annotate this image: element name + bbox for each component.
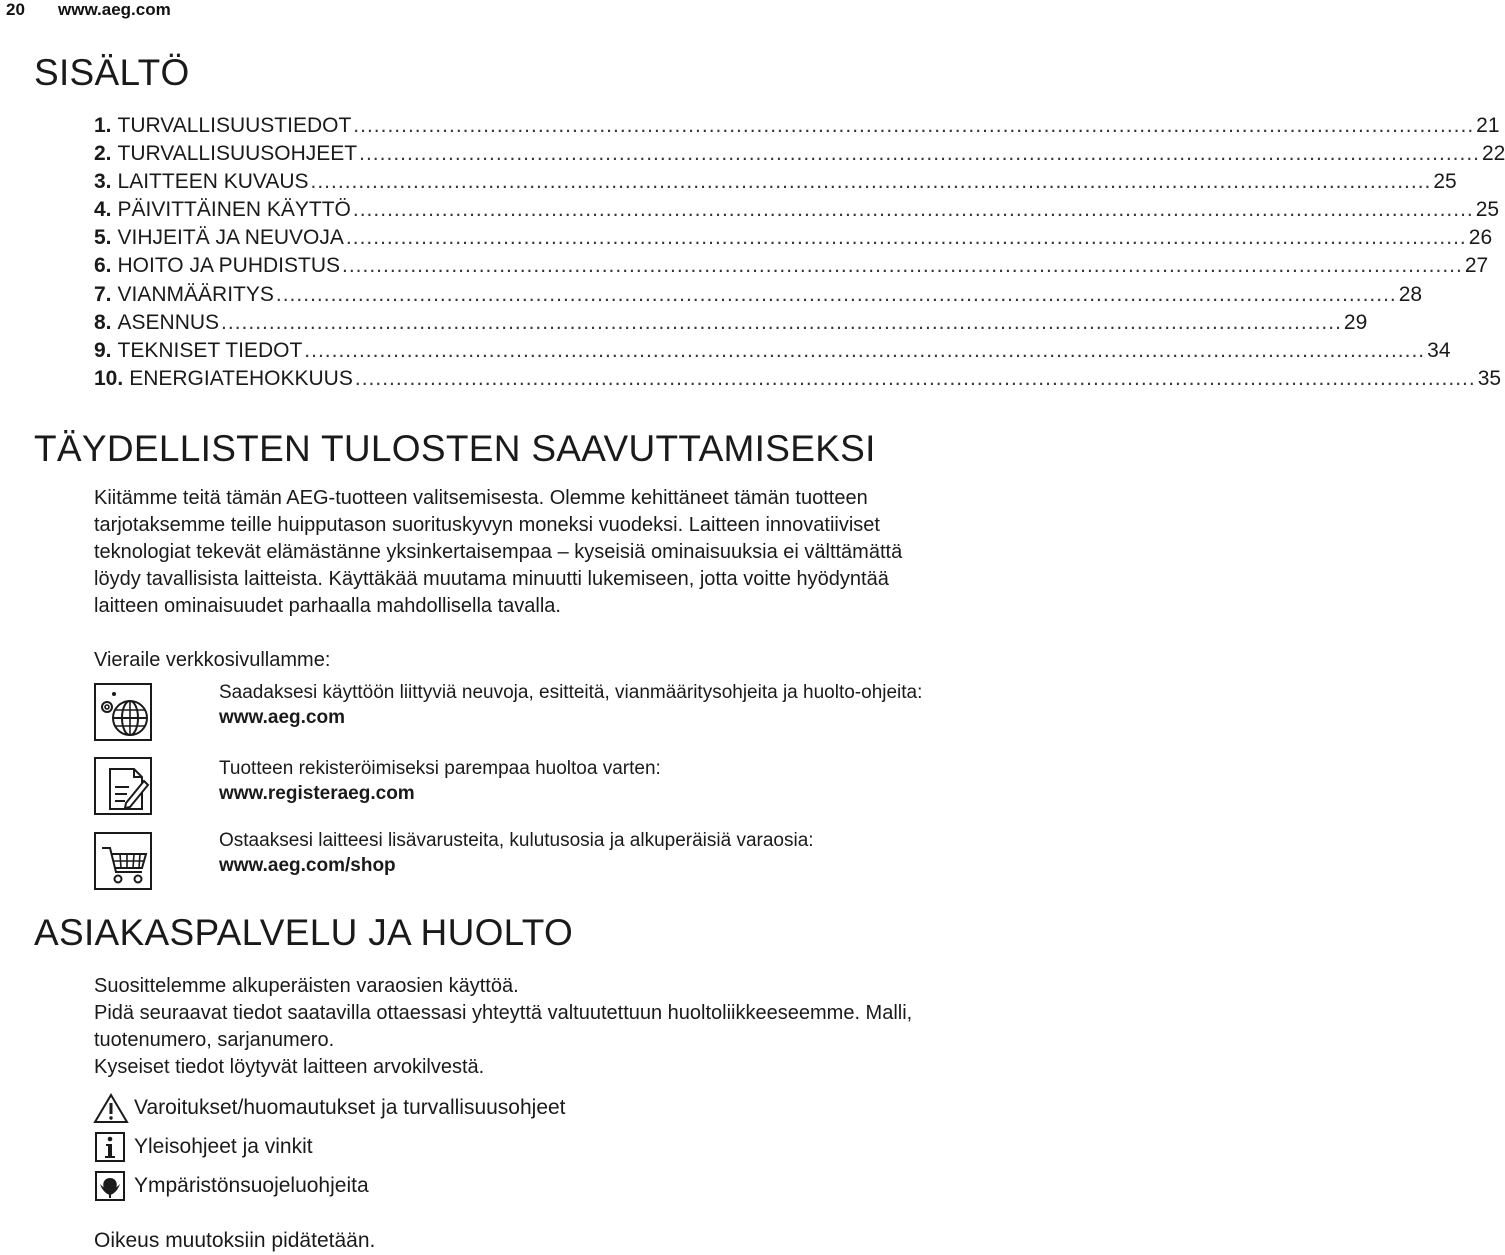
symbol-legend [94, 1088, 566, 1205]
toc-page: 27 [1464, 254, 1489, 278]
web-link-register-url[interactable]: www.registeraeg.com [219, 783, 415, 804]
toc-leader: .................................................................................................................................................................... [221, 310, 1342, 334]
legend-item [94, 1127, 566, 1166]
toc-leader: .................................................................................................................................................................... [342, 254, 1463, 278]
toc-leader: .................................................................................................................................................................... [304, 338, 1426, 362]
service-title: ASIAKASPALVELU JA HUOLTO [34, 912, 574, 953]
legend-item [94, 1088, 566, 1127]
toc-row[interactable] [94, 365, 1502, 393]
toc-row[interactable] [94, 281, 1423, 309]
service-line: Suosittelemme alkuperäisten varaosien käyttöä. [94, 975, 519, 997]
toc-leader: .................................................................................................................................................................... [354, 366, 1476, 390]
toc-row[interactable] [94, 112, 1500, 140]
toc-title: TURVALLISUUSTIEDOT [117, 114, 352, 137]
toc-leader: .................................................................................................................................................................... [275, 282, 1397, 306]
toc-leader: .................................................................................................................................................................... [310, 170, 1432, 194]
toc-title: PÄIVITTÄINEN KÄYTTÖ [117, 198, 351, 222]
toc-title: TURVALLISUUSOHJEET [117, 142, 358, 166]
toc-number: 1. [94, 114, 112, 137]
web-link-shop-text: Ostaaksesi laitteesi lisävarusteita, kulutusosia ja alkuperäisiä varaosia: [219, 830, 814, 851]
toc-leader: .................................................................................................................................................................... [353, 114, 1475, 137]
toc-page: 21 [1476, 114, 1500, 137]
toc-row[interactable] [94, 224, 1493, 252]
page-number: 20 [6, 0, 25, 19]
toc-page: 25 [1433, 170, 1457, 194]
legend-item [94, 1166, 566, 1205]
web-link-support-text: Saadaksesi käyttöön liittyviä neuvoja, esitteitä, vianmääritysohjeita ja huolto-ohjeita: [219, 682, 923, 703]
toc-title: ENERGIATEHOKKUUS [129, 366, 353, 390]
web-globe-icon [94, 683, 152, 741]
toc-title: ASENNUS [117, 310, 220, 334]
toc-page: 34 [1427, 338, 1451, 362]
toc-title: HOITO JA PUHDISTUS [117, 254, 340, 278]
environment-icon [94, 1170, 130, 1202]
web-link-support [219, 680, 939, 730]
toc-row[interactable] [94, 140, 1505, 168]
toc-row[interactable] [94, 252, 1489, 280]
header-site-url[interactable]: www.aeg.com [58, 0, 171, 19]
warning-icon [94, 1092, 130, 1124]
toc-row[interactable] [94, 196, 1500, 224]
toc-title: VIHJEITÄ JA NEUVOJA [117, 226, 344, 250]
service-text [94, 973, 944, 1081]
toc-leader: .................................................................................................................................................................... [359, 142, 1480, 166]
legend-label: Yleisohjeet ja vinkit [134, 1134, 313, 1158]
legend-label: Ympäristönsuojeluohjeita [134, 1173, 369, 1197]
toc-title: LAITTEEN KUVAUS [117, 170, 309, 194]
toc-row[interactable] [94, 337, 1451, 365]
contents-title: SISÄLTÖ [34, 52, 190, 93]
legend-label: Varoitukset/huomautukset ja turvallisuusohjeet [134, 1095, 566, 1119]
service-line: Kyseiset tiedot löytyvät laitteen arvokilvestä. [94, 1056, 485, 1078]
table-of-contents [94, 112, 1505, 393]
service-line: Pidä seuraavat tiedot saatavilla ottaessasi yhteyttä valtuutettuun huoltoliikkeeseemme. Malli, tuotenumero, sarjanumero. [94, 1002, 913, 1051]
info-icon [94, 1131, 130, 1163]
perfect-results-title: TÄYDELLISTEN TULOSTEN SAAVUTTAMISEKSI [34, 428, 876, 469]
intro-paragraph: Kiitämme teitä tämän AEG-tuotteen valitsemisesta. Olemme kehittäneet tämän tuotteen tarjotaksemme teille huipputason suorituskyvyn moneksi vuodeksi. Laitteen innovatiiviset teknologiat tekevät elämästänne yksinkertaisempaa – kyseisiä ominaisuuksia ei välttämättä löydy tavallisista laitteista. Käyttäkää muutama minuutti lukemiseen, jotta voitte hyödyntää laitteen ominaisuudet parhaalla mahdollisella tavalla. [94, 487, 903, 617]
toc-title: TEKNISET TIEDOT [117, 338, 303, 362]
toc-number: 3. [94, 170, 112, 194]
toc-row[interactable] [94, 309, 1368, 337]
toc-number: 6. [94, 254, 112, 278]
toc-page: 26 [1468, 226, 1493, 250]
toc-number: 4. [94, 198, 112, 222]
toc-leader: .................................................................................................................................................................... [345, 226, 1467, 250]
toc-title: VIANMÄÄRITYS [117, 282, 274, 306]
shopping-cart-icon [94, 832, 152, 890]
web-link-shop [219, 828, 939, 878]
registration-form-icon [94, 757, 152, 815]
toc-page: 29 [1343, 310, 1368, 334]
toc-number: 10. [94, 366, 124, 390]
toc-row[interactable] [94, 168, 1457, 196]
toc-number: 8. [94, 310, 112, 334]
visit-label: Vieraile verkkosivullamme: [94, 649, 331, 671]
web-link-register-text: Tuotteen rekisteröimiseksi parempaa huoltoa varten: [219, 758, 661, 779]
toc-number: 9. [94, 338, 112, 362]
toc-page: 35 [1477, 366, 1502, 390]
footnote: Oikeus muutoksiin pidätetään. [94, 1229, 376, 1252]
web-link-shop-url[interactable]: www.aeg.com/shop [219, 855, 396, 876]
toc-page: 25 [1475, 198, 1500, 222]
toc-number: 7. [94, 282, 112, 306]
web-link-register [219, 756, 939, 806]
web-link-support-url[interactable]: www.aeg.com [219, 707, 345, 728]
toc-number: 2. [94, 142, 112, 166]
toc-page: 28 [1398, 282, 1423, 306]
toc-page: 22 [1482, 142, 1505, 166]
toc-number: 5. [94, 226, 112, 250]
toc-leader: .................................................................................................................................................................... [352, 198, 1474, 222]
